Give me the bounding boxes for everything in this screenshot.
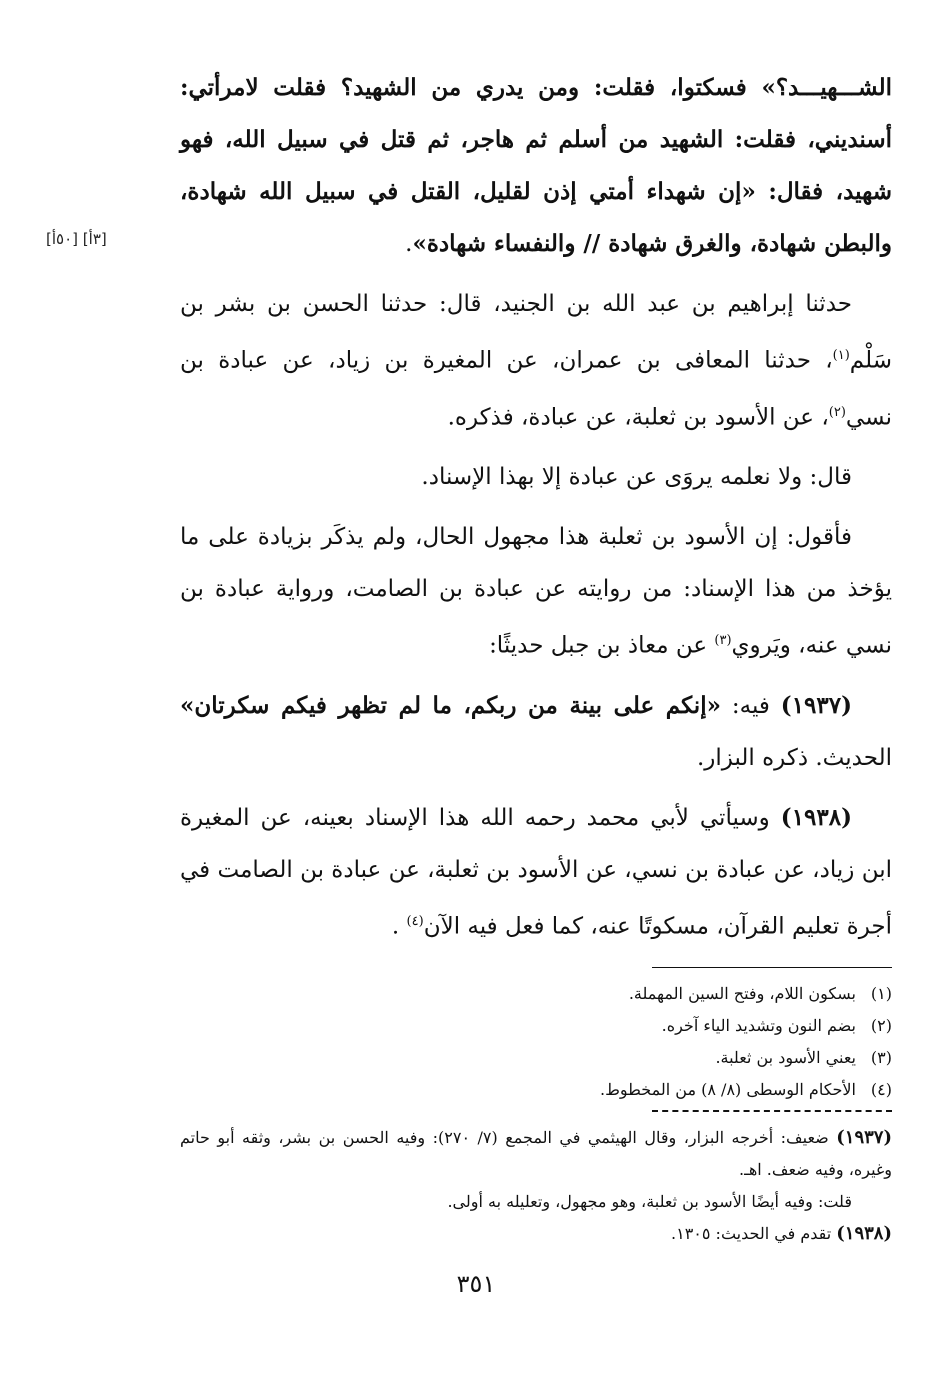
footnote-1-number: (١) xyxy=(870,983,892,1003)
p4-part-b: عن معاذ بن جبل حديثًا: xyxy=(489,632,708,659)
hadith-1937-text: «إنكم على بينة من ربكم، ما لم تظهر فيكم سكرتان» xyxy=(180,691,721,719)
commentary-1937-text: ضعيف: أخرجه البزار، وقال الهيثمي في المجمع (٧/ ٢٧٠): وفيه الحسن بن بشر، وثقه أبو حاتم وغيره، وفيه ضعف. اهـ. xyxy=(180,1127,892,1179)
hadith-1938-text: وسيأتي لأبي محمد رحمه الله هذا الإسناد بعينه، عن المغيرة ابن زياد، عن عبادة بن نسي، عن الأسود بن ثعلبة، عن عبادة بن الصامت في أجرة تعليم القرآن، مسكوتًا عنه، كما فعل فيه الآن xyxy=(180,804,892,940)
hadith-1937-prefix: فيه: xyxy=(731,692,770,719)
footnote-3-text: يعني الأسود بن ثعلبة. xyxy=(715,1047,856,1067)
footnote-ref-3[interactable]: (٣) xyxy=(714,633,732,649)
footnote-2-text: بضم النون وتشديد الياء آخره. xyxy=(661,1015,856,1035)
p1-end: . xyxy=(405,231,413,257)
footnote-ref-2[interactable]: (٢) xyxy=(828,404,846,420)
paragraph-2-isnad xyxy=(180,278,892,443)
commentary-1938-number: (١٩٣٨) xyxy=(836,1222,892,1244)
footnote-2-number: (٢) xyxy=(870,1015,892,1035)
margin-folio-reference: [٥٠أ] [٣أ] xyxy=(46,230,107,248)
footnote-4-number: (٤) xyxy=(870,1079,892,1099)
footnote-1 xyxy=(180,978,892,1010)
commentary-1937-note: قلت: وفيه أيضًا الأسود بن ثعلبة، وهو مجهول، وتعليله به أولى. xyxy=(447,1191,852,1211)
commentary-1938-text: تقدم في الحديث: ١٣٠٥. xyxy=(671,1223,832,1243)
hadith-1938-end: . xyxy=(391,913,400,940)
footnotes xyxy=(180,978,892,1106)
paragraph-4 xyxy=(180,511,892,672)
commentary-1938 xyxy=(180,1218,892,1250)
hadith-1937-end: الحديث. ذكره البزار. xyxy=(696,744,892,771)
p1-hadith-quote: «إن شهداء أمتي إذن لقليل، القتل في سبيل الله شهادة، والبطن شهادة، والغرق شهادة // والنفساء شهادة» xyxy=(180,178,892,257)
footnote-4 xyxy=(180,1074,892,1106)
p2-part-a: حدثنا إبراهيم بن عبد الله بن الجنيد، قال: حدثنا الحسن بن بشر بن سَلْم xyxy=(180,291,892,374)
p1-opening: الشـــهيـــد؟» فسكتوا، فقلت: ومن يدري من الشهيد؟ فقلت لامرأتي: أسنديني، فقلت: الشهيد من أسلم ثم هاجر، ثم قتل في سبيل الله، فهو شهيد، فقال: xyxy=(180,74,892,205)
footnote-3 xyxy=(180,1042,892,1074)
hadith-1937-number: (١٩٣٧) xyxy=(780,691,852,719)
commentary-1937-number: (١٩٣٧) xyxy=(836,1126,892,1148)
page-number: ٣٥١ xyxy=(456,1270,496,1298)
p2-part-b: ، حدثنا المعافى بن عمران، عن المغيرة بن زياد، عن عبادة بن نسي xyxy=(180,347,892,431)
hadith-1938-number: (١٩٣٨) xyxy=(780,803,852,831)
paragraph-1 xyxy=(180,62,892,270)
hadith-1938 xyxy=(180,792,892,953)
paragraph-3: قال: ولا نعلمه يروَى عن عبادة إلا بهذا الإسناد. xyxy=(421,464,852,491)
commentary-divider xyxy=(652,1110,892,1112)
p4-part-a: فأقول: إن الأسود بن ثعلبة هذا مجهول الحال، ولم يذكَر بزيادة على ما يؤخذ من هذا الإسناد: من روايته عن عبادة بن الصامت، ورواية عبادة بن نسي عنه، ويَروي xyxy=(180,524,892,659)
footnote-divider xyxy=(652,967,892,968)
hadith-1937 xyxy=(180,680,892,784)
footnote-2 xyxy=(180,1010,892,1042)
footnote-3-number: (٣) xyxy=(870,1047,892,1067)
footnote-ref-1[interactable]: (١) xyxy=(832,348,850,363)
footnote-4-text: الأحكام الوسطى (٨/ ٨) من المخطوط. xyxy=(600,1079,856,1099)
page-body xyxy=(180,62,892,1250)
p2-part-c: ، عن الأسود بن ثعلبة، عن عبادة، فذكره. xyxy=(447,404,829,431)
footnote-ref-4[interactable]: (٤) xyxy=(406,913,424,929)
commentary-1937 xyxy=(180,1122,892,1186)
footnote-1-text: بسكون اللام، وفتح السين المهملة. xyxy=(628,983,856,1003)
